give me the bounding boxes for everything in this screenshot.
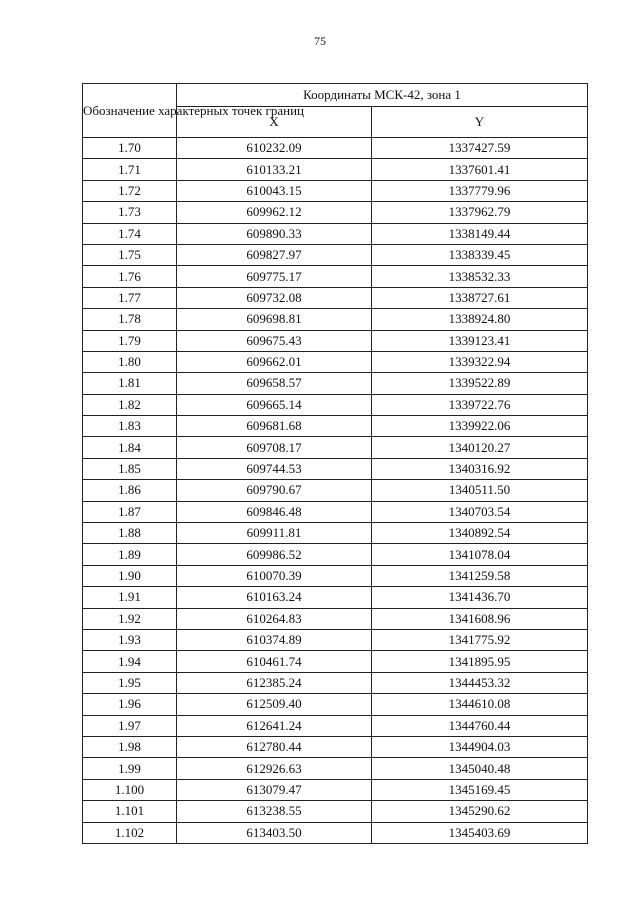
point-cell: 1.91 [83,587,177,608]
point-cell: 1.83 [83,416,177,437]
table-row [83,416,588,437]
coordinates-table [82,83,588,844]
x-coordinate-cell: 609790.67 [177,480,372,501]
y-coordinate-cell: 1338924.80 [372,309,588,330]
table-row [83,672,588,693]
y-coordinate-cell: 1337962.79 [372,202,588,223]
x-coordinate-cell: 613079.47 [177,779,372,800]
point-cell: 1.86 [83,480,177,501]
header-coordinate-system: Координаты МСК-42, зона 1 [177,84,588,107]
table-row [83,715,588,736]
table-row [83,287,588,308]
table-row [83,501,588,522]
point-cell: 1.73 [83,202,177,223]
y-coordinate-cell: 1344453.32 [372,672,588,693]
table-row [83,779,588,800]
table-row [83,437,588,458]
table-row [83,180,588,201]
table-row [83,523,588,544]
table-row [83,822,588,843]
y-coordinate-cell: 1339722.76 [372,394,588,415]
point-cell: 1.84 [83,437,177,458]
point-cell: 1.98 [83,736,177,757]
x-coordinate-cell: 609662.01 [177,351,372,372]
y-coordinate-cell: 1341078.04 [372,544,588,565]
table-row [83,587,588,608]
point-cell: 1.95 [83,672,177,693]
table-row [83,309,588,330]
table-row [83,758,588,779]
point-cell: 1.71 [83,159,177,180]
y-coordinate-cell: 1339123.41 [372,330,588,351]
y-coordinate-cell: 1341608.96 [372,608,588,629]
x-coordinate-cell: 610264.83 [177,608,372,629]
y-coordinate-cell: 1344904.03 [372,736,588,757]
x-coordinate-cell: 610461.74 [177,651,372,672]
y-coordinate-cell: 1344610.08 [372,694,588,715]
point-cell: 1.74 [83,223,177,244]
x-coordinate-cell: 610043.15 [177,180,372,201]
table-row [83,373,588,394]
point-cell: 1.100 [83,779,177,800]
x-coordinate-cell: 610070.39 [177,565,372,586]
header-x: X [177,107,372,138]
x-coordinate-cell: 612509.40 [177,694,372,715]
point-cell: 1.85 [83,458,177,479]
y-coordinate-cell: 1337779.96 [372,180,588,201]
point-cell: 1.70 [83,138,177,159]
x-coordinate-cell: 610232.09 [177,138,372,159]
table-body [83,138,588,844]
x-coordinate-cell: 609775.17 [177,266,372,287]
point-cell: 1.79 [83,330,177,351]
table-row [83,138,588,159]
table-row [83,351,588,372]
table-row [83,244,588,265]
y-coordinate-cell: 1340120.27 [372,437,588,458]
x-coordinate-cell: 612926.63 [177,758,372,779]
point-cell: 1.77 [83,287,177,308]
y-coordinate-cell: 1340511.50 [372,480,588,501]
point-cell: 1.88 [83,523,177,544]
point-cell: 1.81 [83,373,177,394]
x-coordinate-cell: 612641.24 [177,715,372,736]
point-cell: 1.75 [83,244,177,265]
y-coordinate-cell: 1340703.54 [372,501,588,522]
table-row [83,629,588,650]
y-coordinate-cell: 1340892.54 [372,523,588,544]
point-cell: 1.99 [83,758,177,779]
y-coordinate-cell: 1338532.33 [372,266,588,287]
y-coordinate-cell: 1339922.06 [372,416,588,437]
point-cell: 1.78 [83,309,177,330]
point-cell: 1.101 [83,801,177,822]
table-row [83,801,588,822]
x-coordinate-cell: 609681.68 [177,416,372,437]
x-coordinate-cell: 609744.53 [177,458,372,479]
y-coordinate-cell: 1345169.45 [372,779,588,800]
x-coordinate-cell: 609890.33 [177,223,372,244]
point-cell: 1.94 [83,651,177,672]
x-coordinate-cell: 609675.43 [177,330,372,351]
point-cell: 1.90 [83,565,177,586]
x-coordinate-cell: 609827.97 [177,244,372,265]
point-cell: 1.97 [83,715,177,736]
x-coordinate-cell: 610163.24 [177,587,372,608]
x-coordinate-cell: 609658.57 [177,373,372,394]
table-row [83,694,588,715]
y-coordinate-cell: 1339522.89 [372,373,588,394]
header-point-designation: Обозначение характерных точек границ [83,84,177,138]
table-row [83,480,588,501]
x-coordinate-cell: 613403.50 [177,822,372,843]
x-coordinate-cell: 613238.55 [177,801,372,822]
table-row [83,565,588,586]
x-coordinate-cell: 609732.08 [177,287,372,308]
y-coordinate-cell: 1345290.62 [372,801,588,822]
table-row [83,266,588,287]
x-coordinate-cell: 609986.52 [177,544,372,565]
point-cell: 1.87 [83,501,177,522]
table-row [83,159,588,180]
y-coordinate-cell: 1345040.48 [372,758,588,779]
x-coordinate-cell: 609698.81 [177,309,372,330]
point-cell: 1.76 [83,266,177,287]
y-coordinate-cell: 1337601.41 [372,159,588,180]
x-coordinate-cell: 609665.14 [177,394,372,415]
y-coordinate-cell: 1338149.44 [372,223,588,244]
point-cell: 1.93 [83,629,177,650]
y-coordinate-cell: 1341775.92 [372,629,588,650]
x-coordinate-cell: 612385.24 [177,672,372,693]
y-coordinate-cell: 1338339.45 [372,244,588,265]
y-coordinate-cell: 1338727.61 [372,287,588,308]
y-coordinate-cell: 1341259.58 [372,565,588,586]
y-coordinate-cell: 1341436.70 [372,587,588,608]
y-coordinate-cell: 1344760.44 [372,715,588,736]
page-number: 75 [314,34,326,48]
table-header [83,84,588,138]
table-row [83,202,588,223]
point-cell: 1.102 [83,822,177,843]
header-row [83,84,588,107]
table-row [83,330,588,351]
table-row [83,394,588,415]
table-row [83,651,588,672]
x-coordinate-cell: 609846.48 [177,501,372,522]
y-coordinate-cell: 1337427.59 [372,138,588,159]
y-coordinate-cell: 1341895.95 [372,651,588,672]
point-cell: 1.96 [83,694,177,715]
point-cell: 1.89 [83,544,177,565]
point-cell: 1.72 [83,180,177,201]
x-coordinate-cell: 609962.12 [177,202,372,223]
x-coordinate-cell: 610133.21 [177,159,372,180]
x-coordinate-cell: 612780.44 [177,736,372,757]
table-row [83,223,588,244]
y-coordinate-cell: 1340316.92 [372,458,588,479]
table-row [83,736,588,757]
table-row [83,608,588,629]
x-coordinate-cell: 610374.89 [177,629,372,650]
point-cell: 1.80 [83,351,177,372]
x-coordinate-cell: 609911.81 [177,523,372,544]
point-cell: 1.82 [83,394,177,415]
point-cell: 1.92 [83,608,177,629]
table-row [83,458,588,479]
header-y: Y [372,107,588,138]
table-row [83,544,588,565]
y-coordinate-cell: 1339322.94 [372,351,588,372]
x-coordinate-cell: 609708.17 [177,437,372,458]
y-coordinate-cell: 1345403.69 [372,822,588,843]
